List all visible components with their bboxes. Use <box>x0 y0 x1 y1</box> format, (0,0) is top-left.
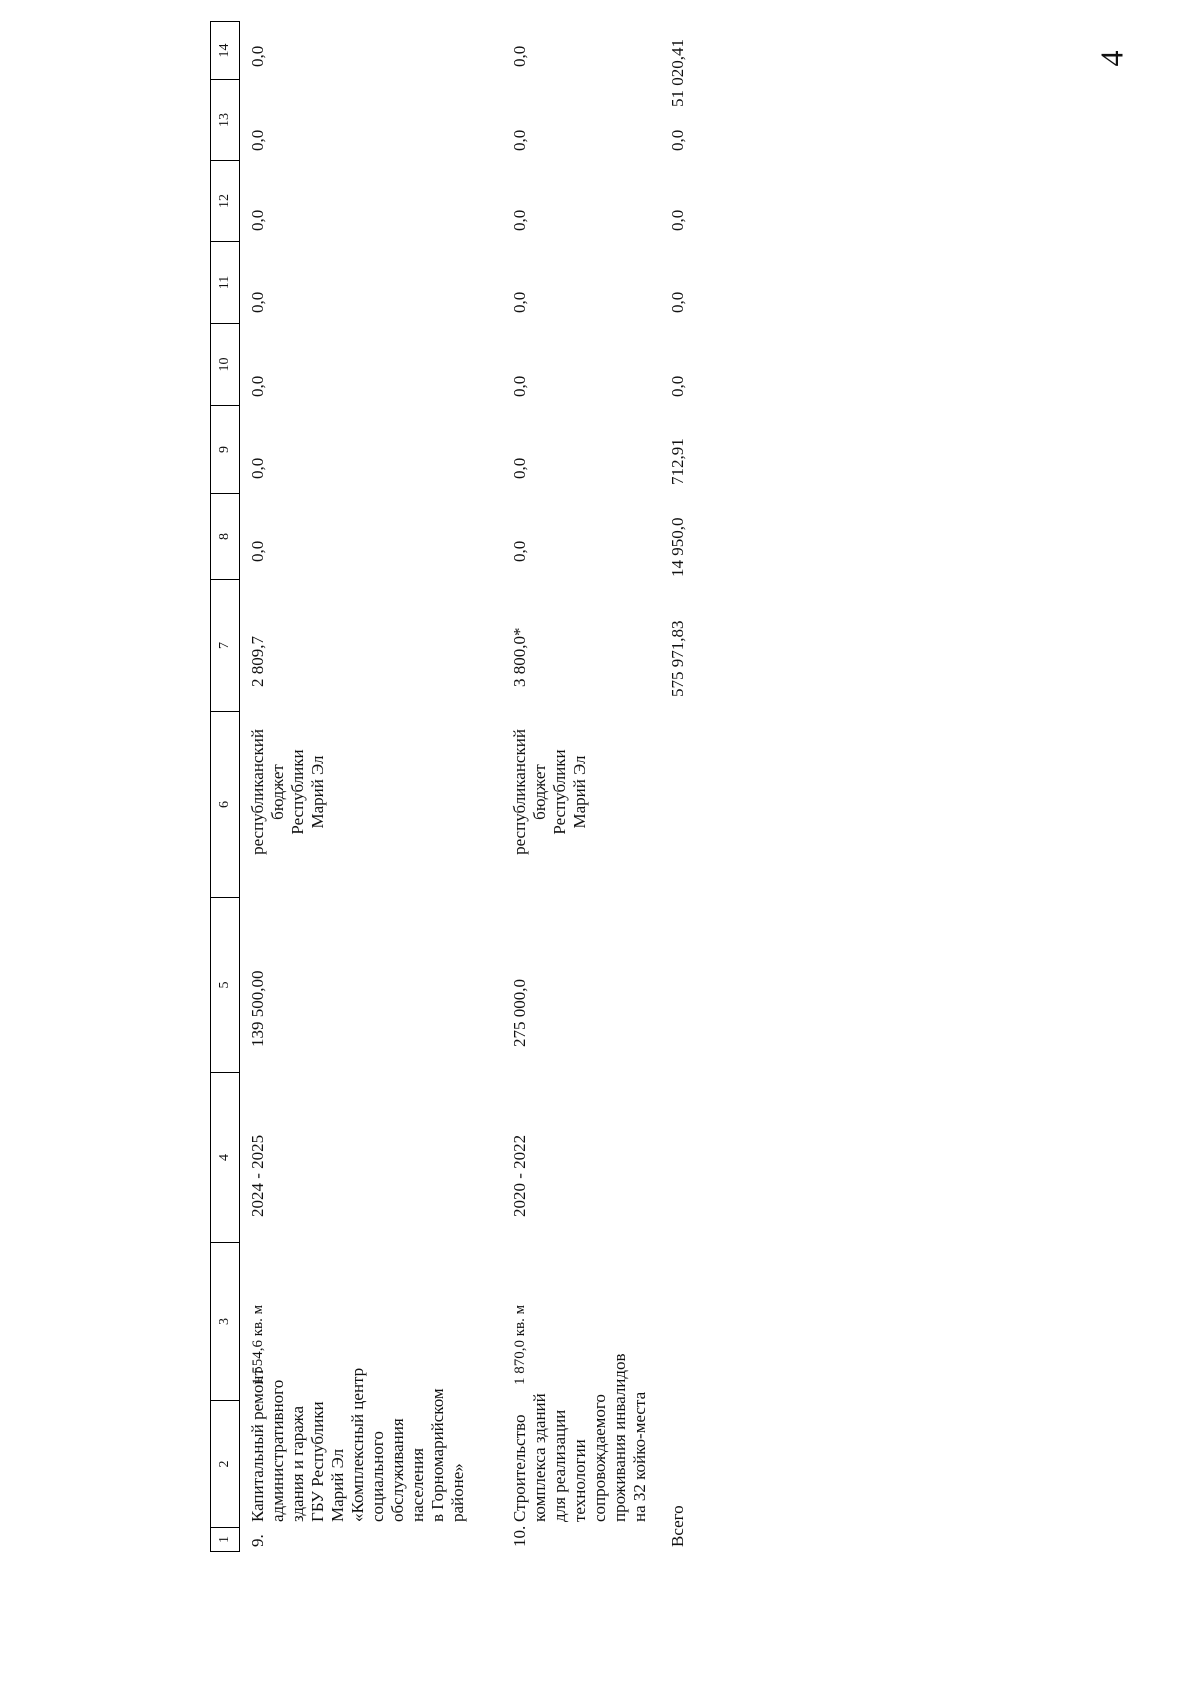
funding-source-line: республиканский <box>248 729 267 855</box>
funding-source <box>510 707 590 877</box>
col-header-6: 6 <box>211 712 240 898</box>
value-col-10: 0,0 <box>248 375 267 397</box>
construction-period: 2024 - 2025 <box>248 1134 267 1217</box>
object-name-line: для реализации <box>550 1409 569 1522</box>
col-header-9: 9 <box>211 406 240 494</box>
funding-source-line: бюджет <box>530 764 549 820</box>
object-name <box>510 1353 650 1522</box>
col-header-5: 5 <box>211 898 240 1073</box>
value-col-7: 3 800,0* <box>510 627 529 687</box>
value-col-9: 0,0 <box>510 457 529 479</box>
total-col-8: 14 950,0 <box>668 517 687 577</box>
object-area: 1 870,0 кв. м <box>512 1304 528 1385</box>
col-header-4: 4 <box>211 1073 240 1243</box>
total-col-12: 0,0 <box>668 209 687 231</box>
object-name-line: населения <box>408 1448 427 1522</box>
total-label: Всего <box>668 1505 687 1547</box>
value-col-14: 0,0 <box>510 45 529 67</box>
col-header-14: 14 <box>211 22 240 80</box>
object-name <box>248 1368 468 1522</box>
col-header-3: 3 <box>211 1243 240 1401</box>
value-col-12: 0,0 <box>248 209 267 231</box>
object-area: 1 554,6 кв. м <box>250 1304 266 1385</box>
total-col-7: 575 971,83 <box>668 620 687 697</box>
value-col-10: 0,0 <box>510 375 529 397</box>
object-name-line: Марий Эл <box>328 1448 347 1522</box>
row-number: 10. <box>510 1525 529 1547</box>
object-name-line: на 32 койко-места <box>630 1391 649 1522</box>
funding-source <box>248 707 328 877</box>
col-header-11: 11 <box>211 242 240 324</box>
col-header-8: 8 <box>211 494 240 580</box>
col-header-1: 1 <box>211 1528 240 1552</box>
value-col-9: 0,0 <box>248 457 267 479</box>
col-header-7: 7 <box>211 580 240 712</box>
funding-source-line: Республики <box>550 749 569 835</box>
value-col-8: 0,0 <box>510 540 529 562</box>
funding-source-line: бюджет <box>268 764 287 820</box>
col-header-13: 13 <box>211 80 240 161</box>
estimated-cost: 275 000,0 <box>510 979 529 1047</box>
estimated-cost: 139 500,00 <box>248 970 267 1047</box>
object-name-line: административного <box>268 1379 287 1522</box>
total-col-9: 712,91 <box>668 438 687 485</box>
value-col-13: 0,0 <box>248 129 267 151</box>
object-name-line: проживания инвалидов <box>610 1353 629 1522</box>
object-name-line: здания и гаража <box>288 1405 307 1522</box>
object-name-line: в Горномарийском <box>428 1388 447 1522</box>
object-name-line: социального <box>368 1431 387 1522</box>
value-col-14: 0,0 <box>248 45 267 67</box>
object-name-line: Капитальный ремонт <box>248 1368 267 1522</box>
row-number: 9. <box>248 1534 267 1547</box>
object-name-line: ГБУ Республики <box>308 1401 327 1522</box>
funding-source-line: Марий Эл <box>570 755 589 829</box>
value-col-8: 0,0 <box>248 540 267 562</box>
total-col-13: 0,0 <box>668 129 687 151</box>
object-name-line: обслуживания <box>388 1418 407 1522</box>
funding-source-line: Марий Эл <box>308 755 327 829</box>
funding-source-line: Республики <box>288 749 307 835</box>
value-col-11: 0,0 <box>510 291 529 313</box>
total-col-11: 0,0 <box>668 291 687 313</box>
object-name-line: районе» <box>448 1463 467 1522</box>
value-col-11: 0,0 <box>248 291 267 313</box>
col-header-12: 12 <box>211 161 240 242</box>
page-number: 4 <box>1093 50 1130 67</box>
total-col-14: 51 020,41 <box>668 39 687 107</box>
value-col-7: 2 809,7 <box>248 636 267 687</box>
total-col-10: 0,0 <box>668 375 687 397</box>
col-header-10: 10 <box>211 324 240 406</box>
col-header-2: 2 <box>211 1401 240 1528</box>
object-name-line: «Комплексный центр <box>348 1367 367 1522</box>
object-name-line: сопровождаемого <box>590 1394 609 1522</box>
value-col-13: 0,0 <box>510 129 529 151</box>
object-name-line: Строительство <box>510 1414 529 1522</box>
construction-period: 2020 - 2022 <box>510 1134 529 1217</box>
object-name-line: технологии <box>570 1439 589 1522</box>
value-col-12: 0,0 <box>510 209 529 231</box>
funding-source-line: республиканский <box>510 729 529 855</box>
object-name-line: комплекса зданий <box>530 1393 549 1522</box>
column-header-row <box>210 21 240 1552</box>
